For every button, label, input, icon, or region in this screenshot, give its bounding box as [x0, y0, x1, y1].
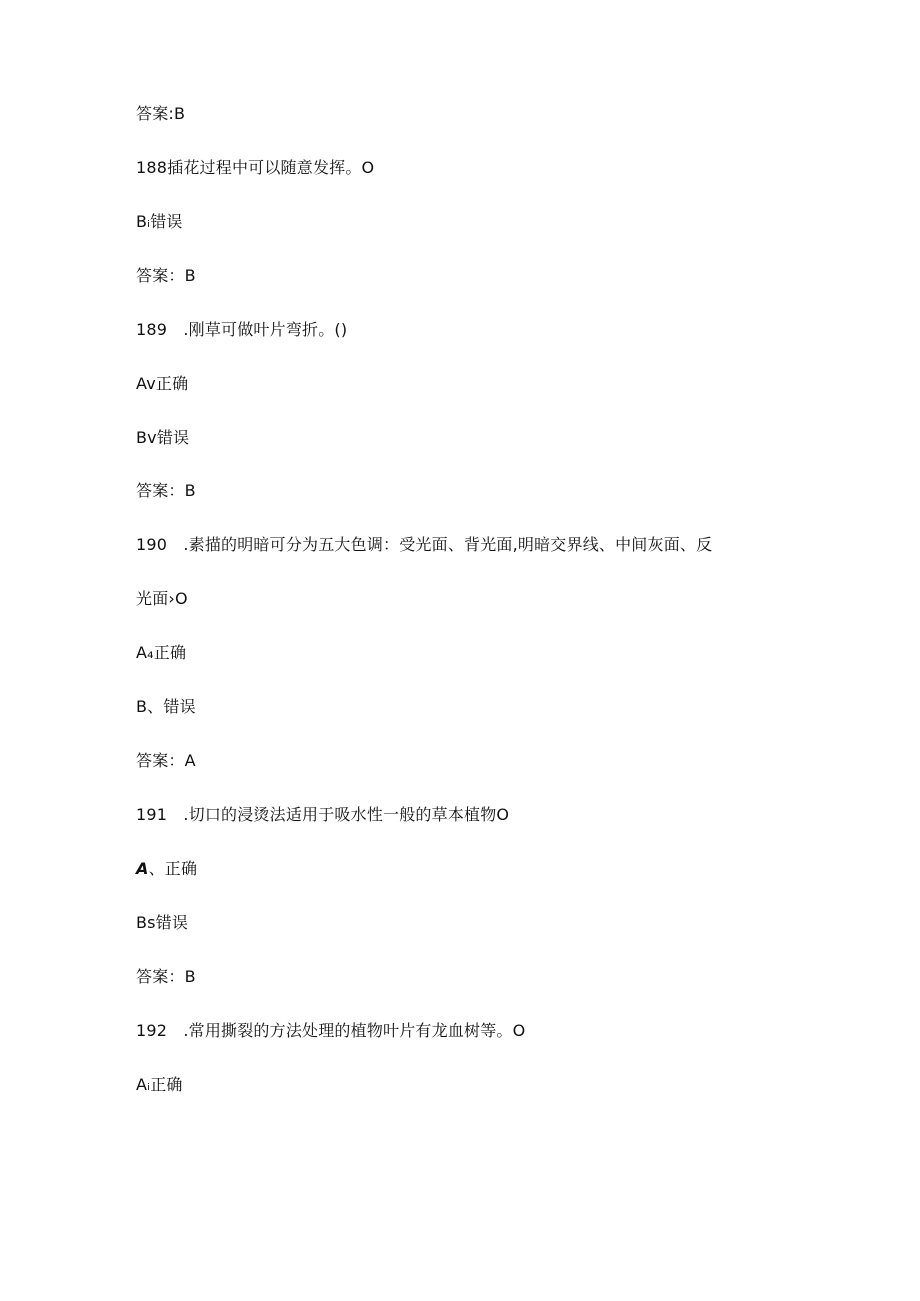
option-letter: A [136, 859, 149, 878]
question-190: 190 .素描的明暗可分为五大色调：受光面、背光面,明暗交界线、中间灰面、反 [136, 535, 713, 554]
question-191: 191 .切口的浸烫法适用于吸水性一般的草本植物O [136, 805, 510, 824]
option-a: Av正确 [136, 374, 189, 393]
answer-line: 答案：B [136, 481, 196, 500]
question-189: 189 .刚草可做叶片弯折。() [136, 320, 348, 339]
option-a: Aᵢ正确 [136, 1075, 183, 1094]
option-a: A₄正确 [136, 643, 187, 662]
question-192: 192 .常用撕裂的方法处理的植物叶片有龙血树等。O [136, 1021, 526, 1040]
option-a [136, 859, 197, 879]
option-b: B、错误 [136, 697, 196, 716]
answer-line: 答案：B [136, 967, 196, 986]
question-188: 188插花过程中可以随意发挥。O [136, 158, 375, 177]
answer-line: 答案:B [136, 104, 186, 123]
option-b: Bs错误 [136, 913, 189, 932]
question-190-continued: 光面›O [136, 589, 188, 608]
answer-line: 答案：A [136, 751, 196, 770]
option-text: 、正确 [148, 859, 198, 878]
option-b: Bᵢ错误 [136, 212, 183, 231]
answer-line: 答案：B [136, 266, 196, 285]
option-b: Bv错误 [136, 428, 190, 447]
